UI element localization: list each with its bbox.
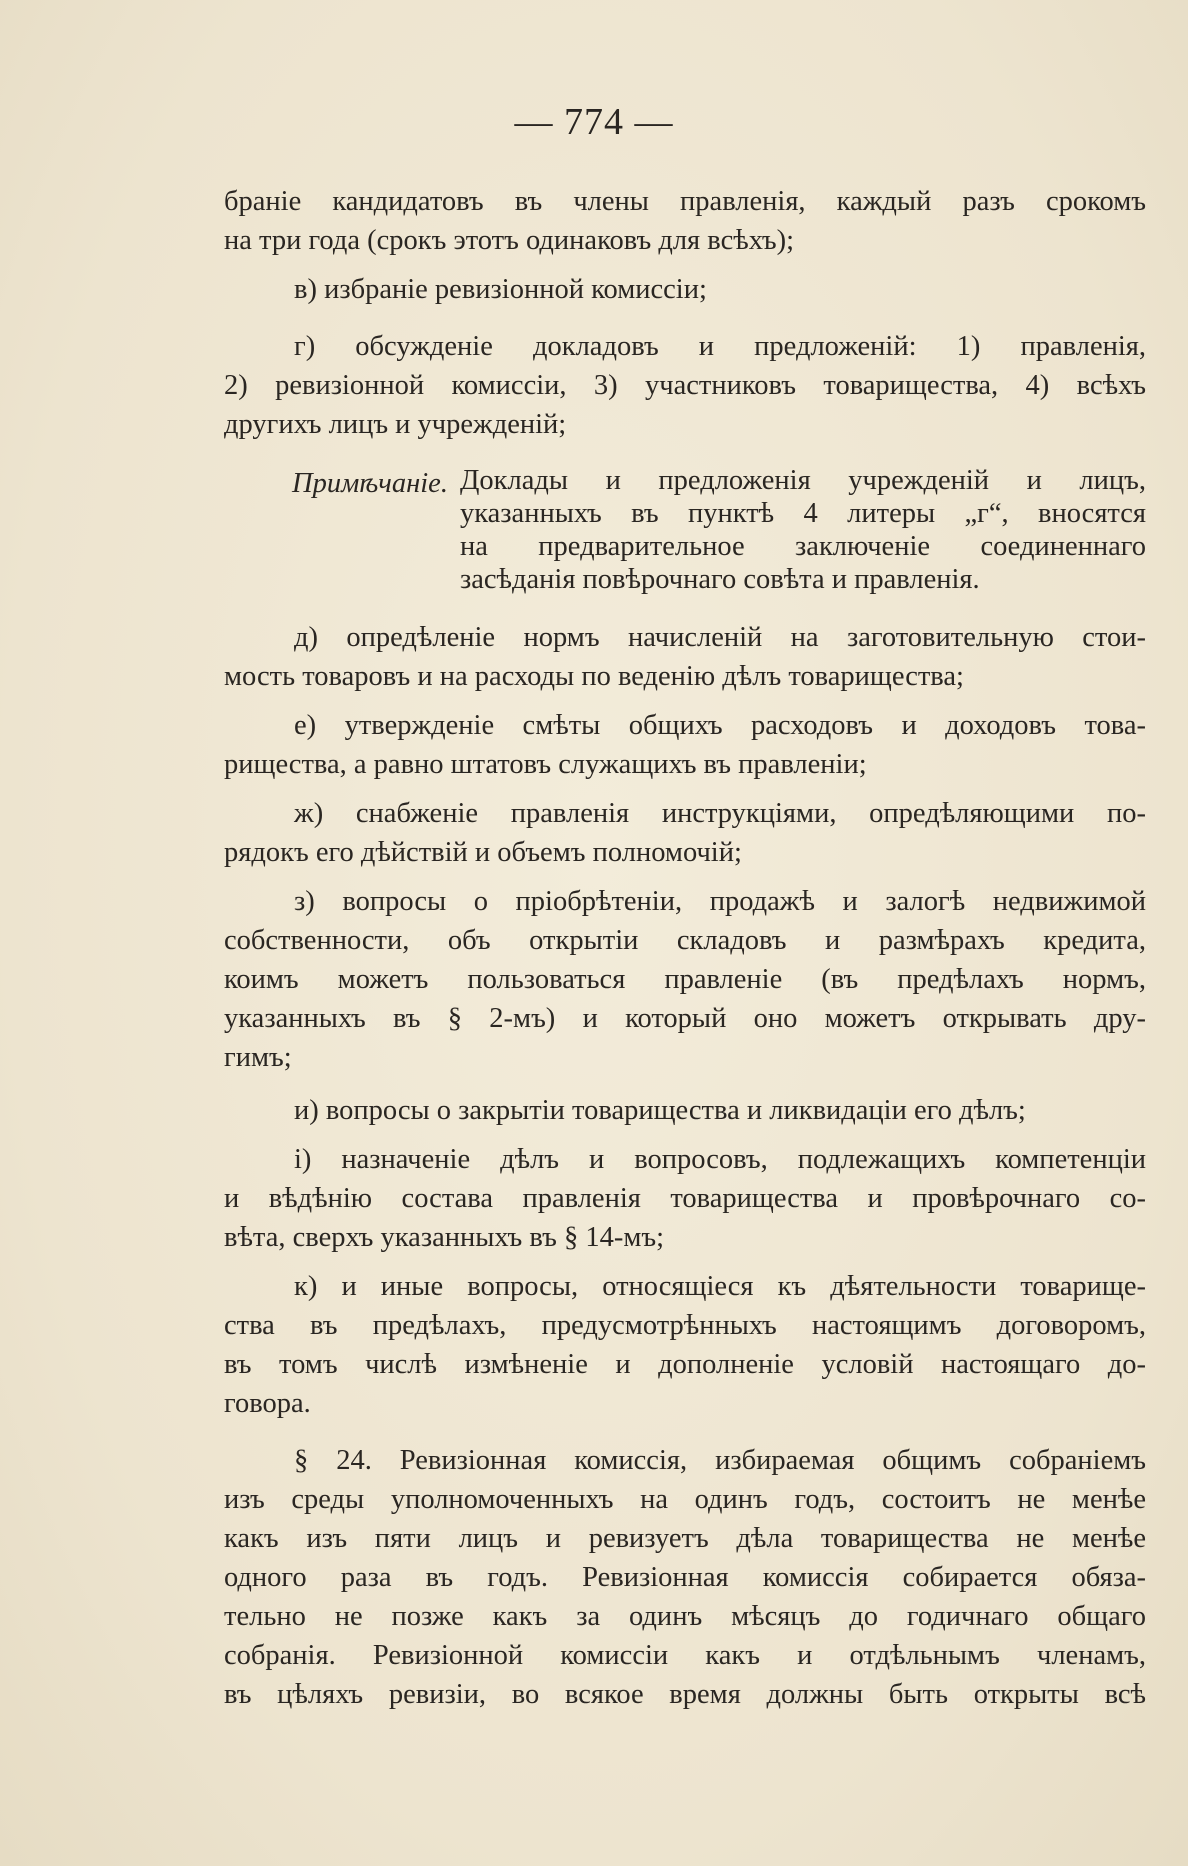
text-line: въ цѣляхъ ревизіи, во всякое время должны быть открыты всѣ [224,1679,1146,1710]
text-line: изъ среды уполномоченныхъ на одинъ годъ, состоитъ не менѣе [224,1484,1146,1515]
page-number: — 774 — [514,101,674,143]
text-line: какъ изъ пяти лицъ и ревизуетъ дѣла товарищества не менѣе [224,1523,1146,1554]
text-line: на три года (срокъ этотъ одинаковъ для всѣхъ); [224,225,795,256]
text-line: и вѣдѣнію состава правленія товарищества и провѣрочнаго со- [224,1183,1146,1214]
text-line: з) вопросы о пріобрѣтеніи, продажѣ и залогѣ недвижимой [294,886,1146,917]
text-line: и) вопросы о закрытіи товарищества и ликвидаціи его дѣлъ; [294,1095,1026,1126]
text-line: одного раза въ годъ. Ревизіонная комиссія собирается обяза- [224,1562,1146,1593]
text-line: тельно не позже какъ за одинъ мѣсяцъ до годичнаго общаго [224,1601,1146,1632]
paragraph-item-e [224,706,1146,784]
paragraph-item-d [224,618,1146,696]
paragraph-item-i [224,1091,1146,1130]
text-line: рищества, а равно штатовъ служащихъ въ правленіи; [224,749,867,780]
text-line: въ томъ числѣ измѣненіе и дополненіе условій настоящаго до- [224,1349,1146,1380]
text-line: д) опредѣленіе нормъ начисленій на заготовительную стои- [294,622,1146,653]
text-line: г) обсужденіе докладовъ и предложеній: 1) правленія, [294,331,1146,362]
text-line: собственности, объ открытіи складовъ и размѣрахъ кредита, [224,925,1146,956]
text-line: 2) ревизіонной комиссіи, 3) участниковъ товарищества, 4) всѣхъ [224,370,1146,401]
text-line: гимъ; [224,1042,292,1073]
text-line: в) избраніе ревизіонной комиссіи; [294,274,707,305]
text-line: собранія. Ревизіонной комиссіи какъ и отдѣльнымъ членамъ, [224,1640,1146,1671]
paragraph-continuation [224,182,1146,260]
note-label: Примѣчаніе. [292,468,448,499]
body-text [224,182,1146,1714]
paragraph-item-k [224,1267,1146,1423]
text-line: ства въ предѣлахъ, предусмотрѣнныхъ настоящимъ договоромъ, [224,1310,1146,1341]
text-line: браніе кандидатовъ въ члены правленія, каждый разъ срокомъ [224,186,1146,217]
text-line: говора. [224,1388,311,1419]
note-line: засѣданія повѣрочнаго совѣта и правленія. [459,564,980,595]
paragraph-item-i-dec [224,1140,1146,1257]
paragraph-item-z [224,882,1146,1077]
text-line: другихъ лицъ и учрежденій; [224,409,567,440]
note-line: Доклады и предложенія учрежденій и лицъ, [459,465,1146,496]
footnote-remark [224,464,1146,596]
text-line: е) утвержденіе смѣты общихъ расходовъ и доходовъ това- [294,710,1146,741]
paragraph-item-v [224,270,1146,309]
text-line: і) назначеніе дѣлъ и вопросовъ, подлежащихъ компетенціи [294,1144,1146,1175]
text-line: ж) снабженіе правленія инструкціями, опредѣляющими по- [294,798,1146,829]
text-line: коимъ можетъ пользоваться правленіе (въ предѣлахъ нормъ, [224,964,1146,995]
text-line: вѣта, сверхъ указанныхъ въ § 14-мъ; [224,1222,665,1253]
note-body [460,464,1146,596]
paragraph-item-g [224,327,1146,444]
text-line: к) и иные вопросы, относящіеся къ дѣятельности товарище- [294,1271,1146,1302]
text-line: § 24. Ревизіонная комиссія, избираемая общимъ собраніемъ [294,1445,1146,1476]
text-line: указанныхъ въ § 2-мъ) и который оно можетъ открывать дру- [224,1003,1146,1034]
text-line: мость товаровъ и на расходы по веденію дѣлъ товарищества; [224,661,964,692]
text-line: рядокъ его дѣйствій и объемъ полномочій; [224,837,742,868]
paragraph-section-24 [224,1441,1146,1714]
paragraph-item-zh [224,794,1146,872]
note-line: указанныхъ въ пунктѣ 4 литеры „г“, вносятся [459,498,1146,529]
note-line: на предварительное заключеніе соединеннаго [459,531,1146,562]
